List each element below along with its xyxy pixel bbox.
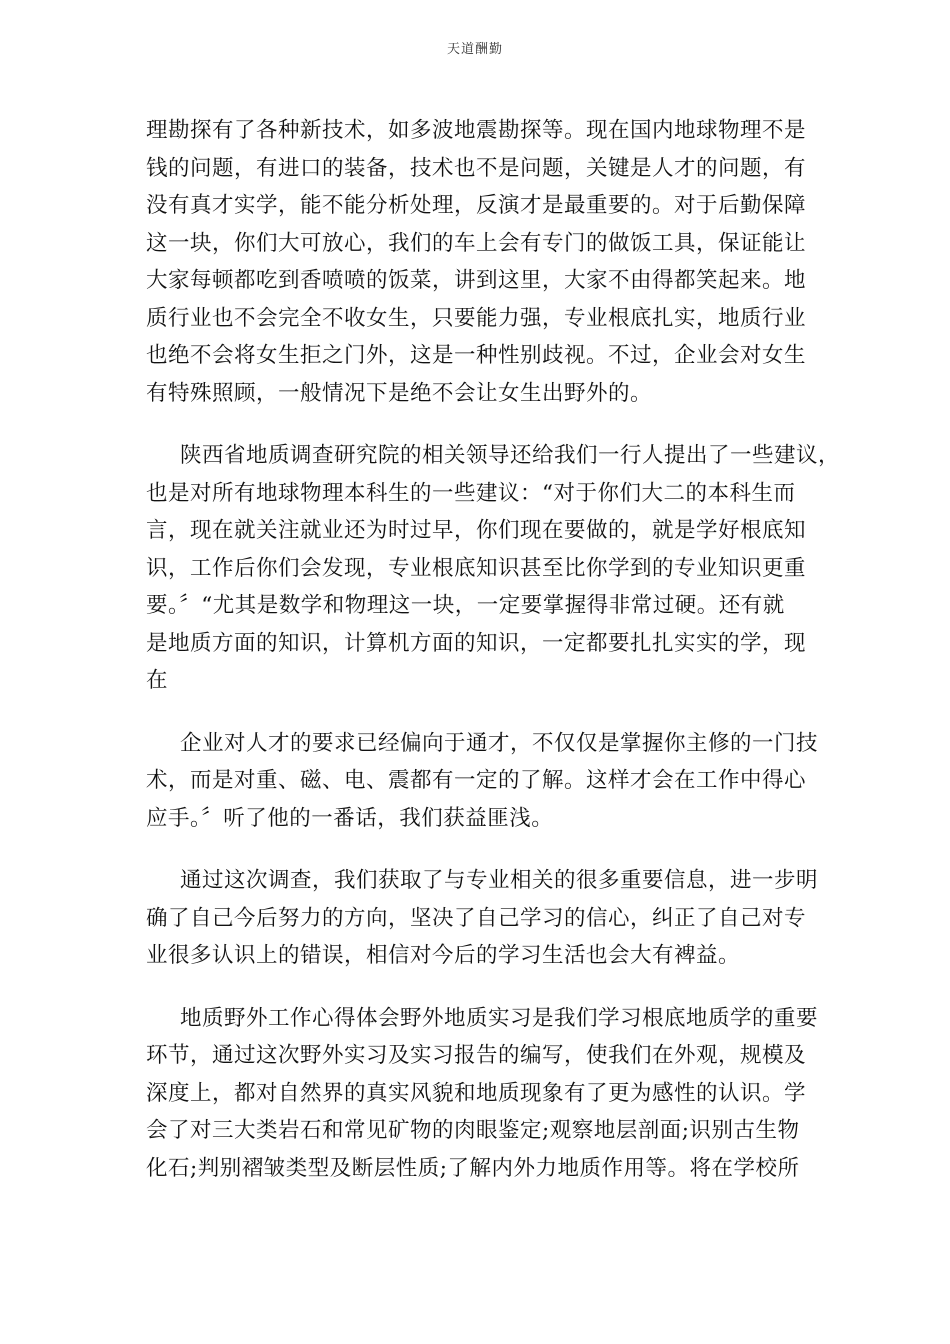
text-line: 企业对人才的要求已经偏向于通才，不仅仅是掌握你主修的一门技 (180, 730, 819, 756)
text-line: 大家每顿都吃到香喷喷的饭菜，讲到这里，大家不由得都笑起来。地 (146, 268, 807, 293)
paragraph-gap (146, 975, 816, 1000)
text-line: 识，工作后你们会发现，专业根底知识甚至比你学到的专业知识更重 (146, 555, 807, 581)
paragraph-gap (146, 700, 816, 725)
text-line: 确了自己今后努力的方向，坚决了自己学习的信心，纠正了自己对专 (146, 905, 807, 931)
text-line: 质行业也不会完全不收女生，只要能力强，专业根底扎实，地质行业 (146, 305, 807, 331)
text-line: 也绝不会将女生拒之门外，这是一种性别歧视。不过，企业会对女生 (146, 343, 807, 368)
text-line: 环节，通过这次野外实习及实习报告的编写，使我们在外观，规模及 (146, 1043, 807, 1068)
text-line: 化石;判别褶皱类型及断层性质;了解内外力地质作用等。将在学校所 (146, 1155, 800, 1181)
text-line: 钱的问题，有进口的装备，技术也不是问题，关键是人才的问题，有 (146, 155, 807, 181)
paragraph-2 (146, 437, 841, 700)
text-line: 地质野外工作心得体会野外地质实习是我们学习根底地质学的重要 (180, 1005, 819, 1031)
text-line: 术，而是对重、磁、电、震都有一定的了解。这样才会在工作中得心 (146, 768, 807, 793)
text-line: 言，现在就关注就业还为时过早，你们现在要做的，就是学好根底知 (146, 518, 807, 543)
text-line: 深度上，都对自然界的真实风貌和地质现象有了更为感性的认识。学 (146, 1080, 807, 1106)
text-line: 理勘探有了各种新技术，如多波地震勘探等。现在国内地球物理不是 (146, 118, 807, 143)
text-line: 是地质方面的知识，计算机方面的知识，一定都要扎扎实实的学，现 (146, 630, 807, 656)
text-line: 有特殊照顾，一般情况下是绝不会让女生出野外的。 (146, 380, 653, 406)
paragraph-4 (146, 862, 819, 975)
text-line: 应手。〞听了他的一番话，我们获益匪浅。 (146, 805, 554, 831)
text-line: 陕西省地质调查研究院的相关领导还给我们一行人提出了一些建议， (180, 443, 841, 468)
document-body (146, 112, 841, 1187)
paragraph-5 (146, 1000, 819, 1188)
text-line: 要。〞“尤其是数学和物理这一块，一定要掌握得非常过硬。还有就 (146, 593, 785, 618)
paragraph-1 (146, 112, 816, 412)
paragraph-3 (146, 725, 819, 838)
text-line: 在 (146, 668, 169, 693)
page-header: 天道酬勤 (446, 42, 503, 57)
text-line: 没有真才实学，能不能分析处理，反演才是最重要的。对于后勤保障 (146, 193, 807, 218)
text-line: 业很多认识上的错误，相信对今后的学习生活也会大有裨益。 (146, 943, 741, 968)
paragraph-gap (146, 412, 816, 437)
text-line: 也是对所有地球物理本科生的一些建议：“对于你们大二的本科生而 (146, 480, 796, 506)
text-line: 这一块，你们大可放心，我们的车上会有专门的做饭工具，保证能让 (146, 230, 807, 256)
paragraph-gap (146, 837, 816, 862)
text-line: 会了对三大类岩石和常见矿物的肉眼鉴定;观察地层剖面;识别古生物 (146, 1118, 800, 1143)
text-line: 通过这次调查，我们获取了与专业相关的很多重要信息，进一步明 (180, 868, 819, 893)
